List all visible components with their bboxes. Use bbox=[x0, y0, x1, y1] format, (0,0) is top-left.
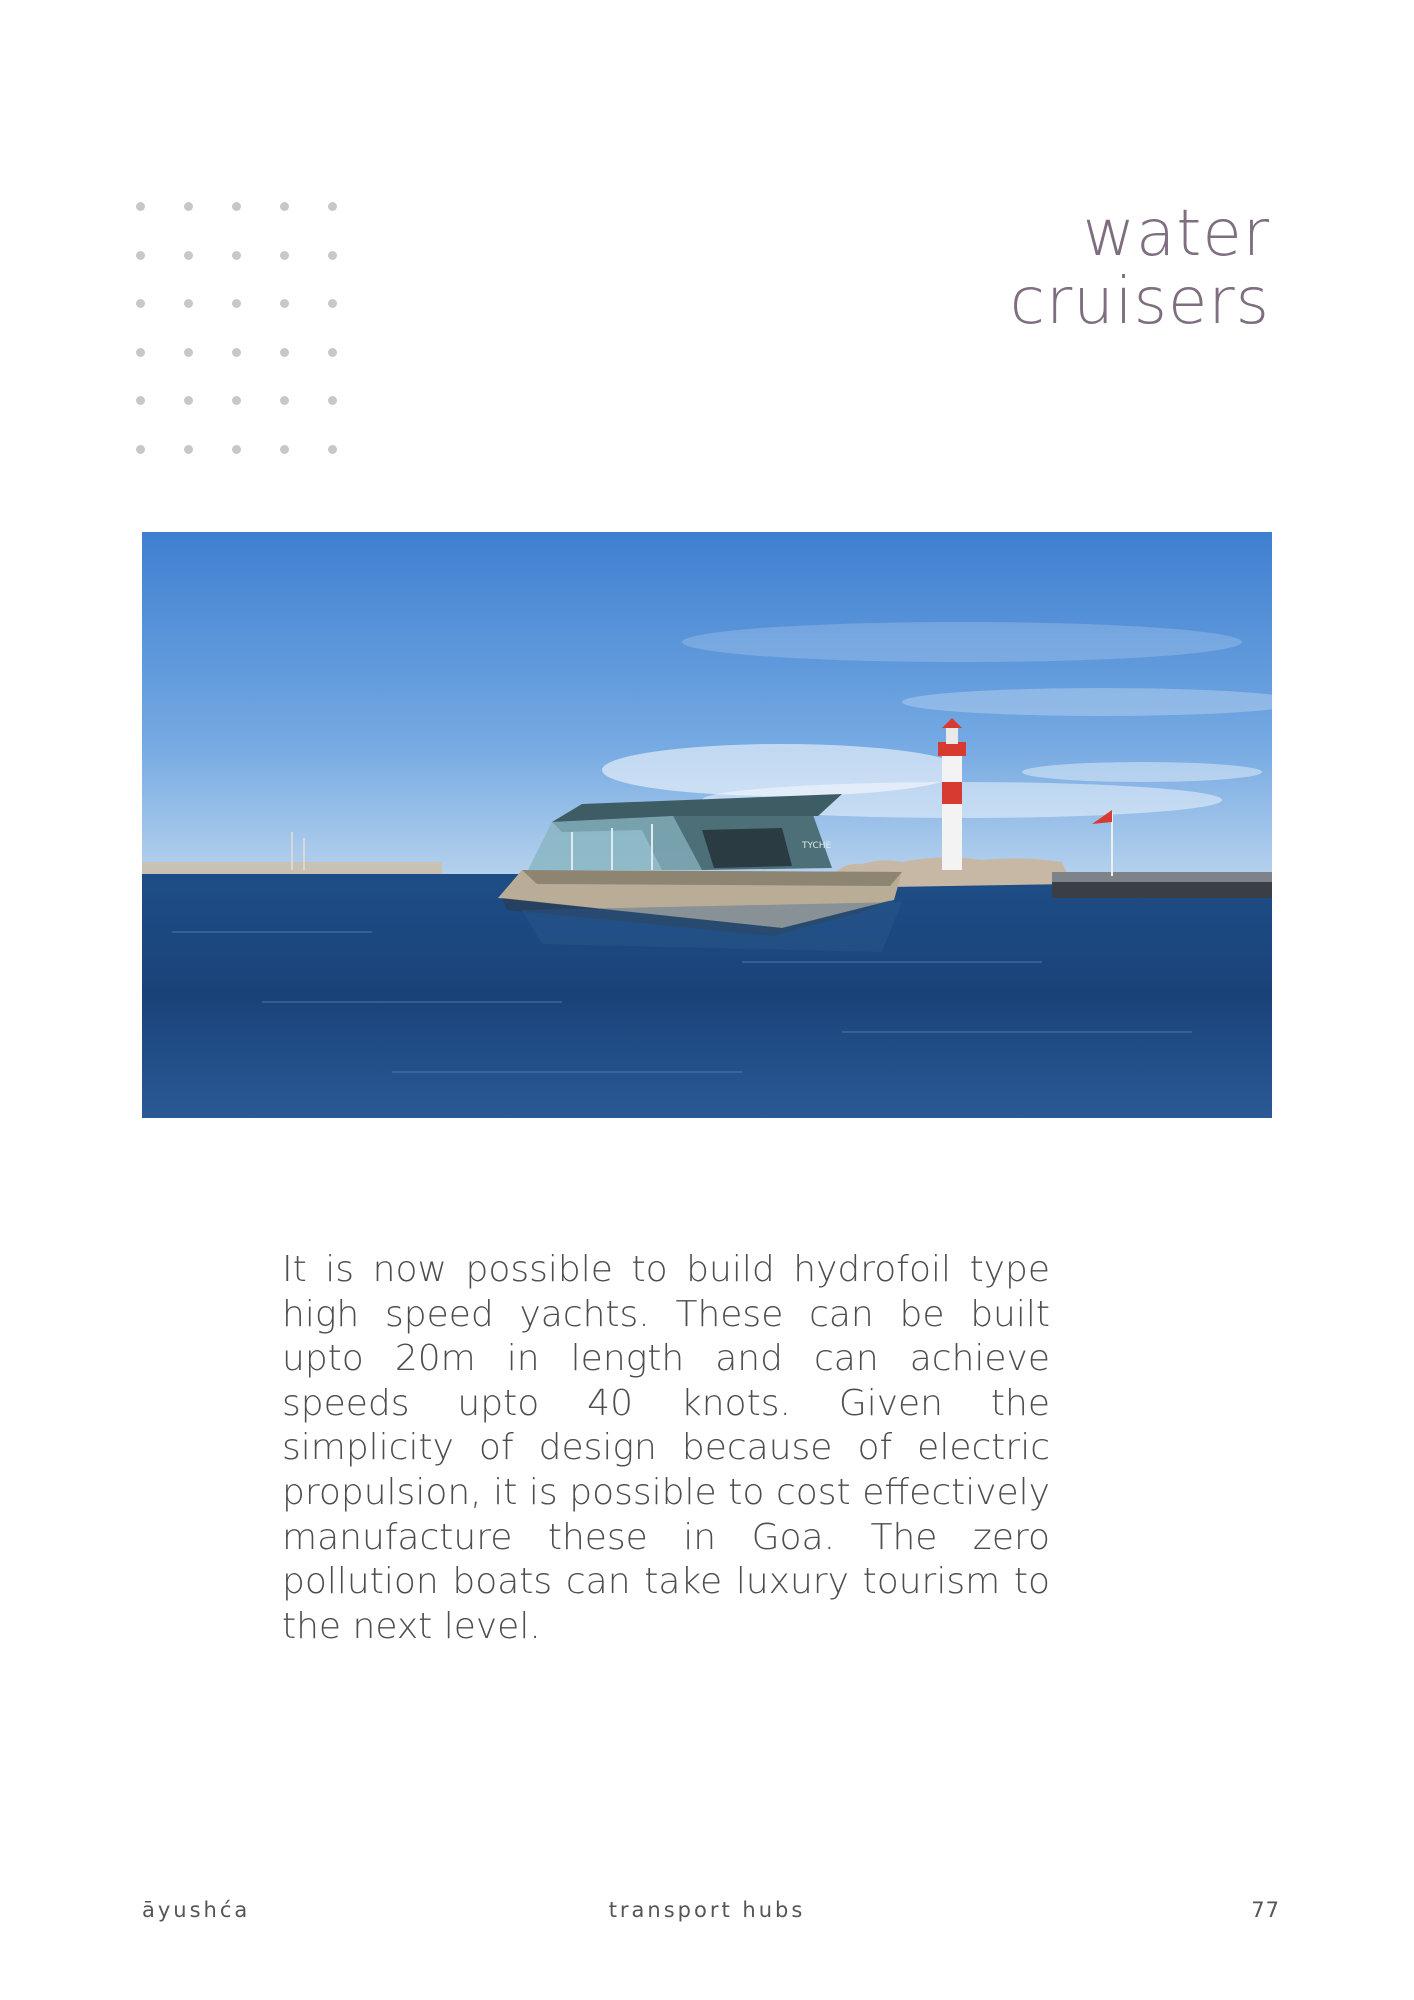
dot bbox=[328, 251, 337, 260]
footer-page-number: 77 bbox=[1251, 1898, 1280, 1922]
dot bbox=[184, 396, 193, 405]
dot bbox=[232, 348, 241, 357]
dot bbox=[280, 299, 289, 308]
page-title-line1: water bbox=[1082, 197, 1270, 271]
dot bbox=[232, 202, 241, 211]
dot bbox=[184, 348, 193, 357]
dot bbox=[136, 202, 145, 211]
dot bbox=[184, 445, 193, 454]
dot bbox=[136, 251, 145, 260]
dot bbox=[280, 348, 289, 357]
dot bbox=[184, 299, 193, 308]
dot bbox=[328, 348, 337, 357]
dot bbox=[136, 445, 145, 454]
dot bbox=[232, 445, 241, 454]
dot bbox=[328, 299, 337, 308]
dot bbox=[232, 299, 241, 308]
dot bbox=[232, 251, 241, 260]
page-title bbox=[1009, 197, 1270, 339]
boat-photo-illustration bbox=[142, 532, 1272, 1118]
dot bbox=[184, 251, 193, 260]
page-title-line2: cruisers bbox=[1009, 265, 1270, 339]
dot bbox=[136, 299, 145, 308]
dot bbox=[280, 445, 289, 454]
boat-name-label: TYCHE bbox=[802, 841, 832, 851]
footer-brand: āyushća bbox=[142, 1898, 251, 1922]
footer-section: transport hubs bbox=[608, 1898, 806, 1922]
dot bbox=[136, 348, 145, 357]
dot bbox=[232, 396, 241, 405]
dot bbox=[280, 396, 289, 405]
body-paragraph: It is now possible to build hydrofoil type high speed yachts. These can be built upto 20m in length and can achieve speeds upto 40 knots. Given the simplicity of design because of electric propulsion, it is possible to cost effectively manufacture these in Goa. The zero pollution boats can take luxury tourism to the next level. bbox=[282, 1249, 1050, 1647]
dot bbox=[184, 202, 193, 211]
decorative-dot-grid bbox=[136, 202, 346, 462]
dot bbox=[280, 251, 289, 260]
dot bbox=[328, 396, 337, 405]
dot bbox=[328, 202, 337, 211]
dot bbox=[280, 202, 289, 211]
dot bbox=[136, 396, 145, 405]
dot bbox=[328, 445, 337, 454]
boat-photo bbox=[142, 532, 1272, 1118]
